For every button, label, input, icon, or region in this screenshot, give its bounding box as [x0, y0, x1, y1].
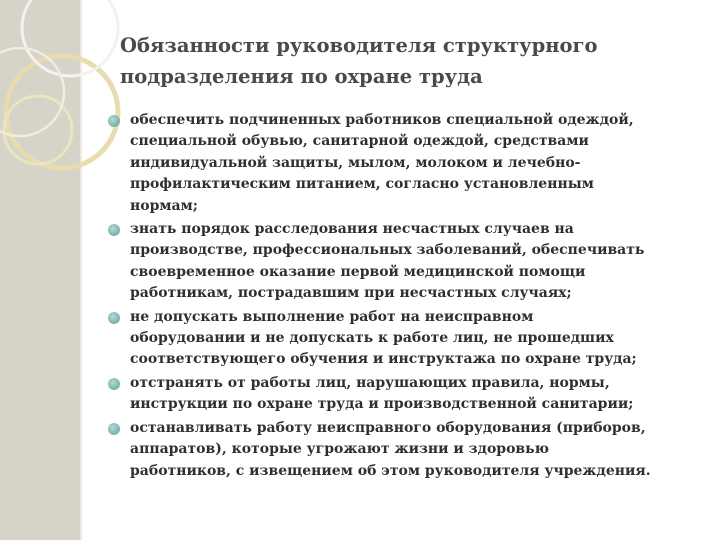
list-item-line: производстве, профессиональных заболеваний, обеспечивать	[130, 242, 645, 259]
list-item-line: работникам, пострадавшим при несчастных случаях;	[130, 285, 572, 302]
list-item-line: нормам;	[130, 197, 198, 214]
list-item-line: своевременное оказание первой медицинской помощи	[130, 263, 586, 280]
bullet-dot-icon	[108, 423, 120, 435]
list-item-line: инструкции по охране труда и производственной санитарии;	[130, 396, 634, 413]
list-item-line: знать порядок расследования несчастных случаев на	[130, 221, 574, 238]
list-item-line: не допускать выполнение работ на неисправном	[130, 308, 534, 325]
list-item-line: профилактическим питанием, согласно установленным	[130, 176, 594, 193]
list-item-line: работников, с извещением об этом руководителя учреждения.	[130, 462, 651, 479]
bullet-dot-icon	[108, 312, 120, 324]
title-line-2: подразделения по охране труда	[120, 65, 483, 88]
list-item	[108, 307, 708, 371]
list-item	[108, 418, 708, 482]
page-title	[120, 30, 680, 92]
list-item-line: специальной обувью, санитарной одеждой, средствами	[130, 133, 589, 150]
list-item	[108, 110, 708, 217]
list-item-line: останавливать работу неисправного оборудования (приборов,	[130, 419, 646, 436]
list-item-line: отстранять от работы лиц, нарушающих правила, нормы,	[130, 374, 610, 391]
list-item	[108, 373, 708, 416]
list-item-line: соответствующего обучения и инструктажа по охране труда;	[130, 351, 637, 368]
bullet-dot-icon	[108, 115, 120, 127]
title-line-1: Обязанности руководителя структурного	[120, 34, 598, 57]
list-item	[108, 219, 708, 305]
list-item-line: аппаратов), которые угрожают жизни и здоровью	[130, 441, 549, 458]
duties-list	[108, 110, 708, 484]
bullet-dot-icon	[108, 224, 120, 236]
bullet-dot-icon	[108, 378, 120, 390]
list-item-line: оборудовании и не допускать к работе лиц, не прошедших	[130, 330, 614, 347]
list-item-line: обеспечить подчиненных работников специальной одеждой,	[130, 112, 634, 128]
list-item-line: индивидуальной защиты, мылом, молоком и лечебно-	[130, 154, 581, 171]
ring-gold-outer	[6, 56, 118, 168]
